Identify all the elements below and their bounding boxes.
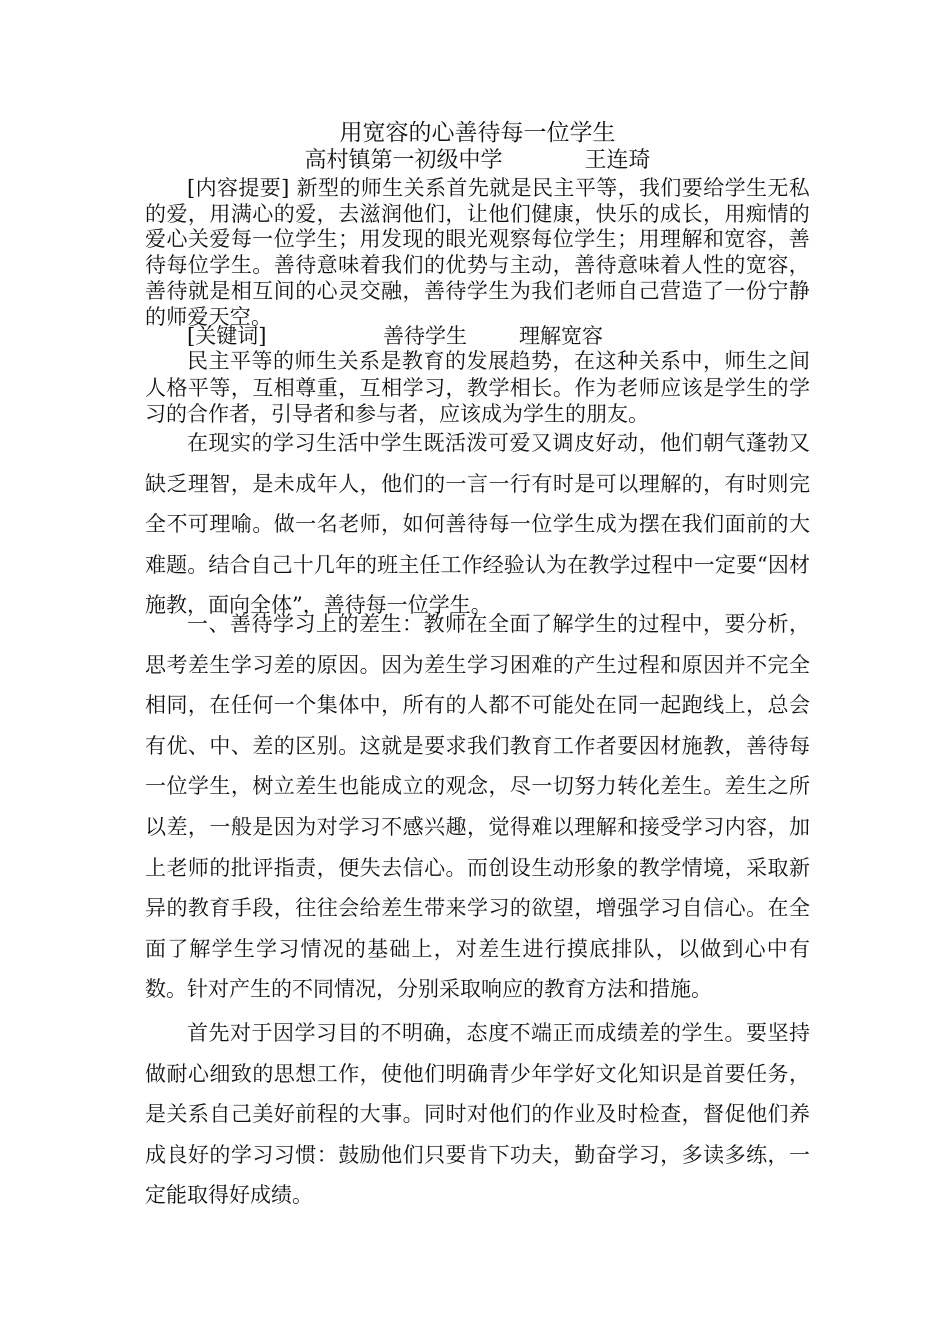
keywords-line: [187, 324, 603, 349]
document-title: 用宽容的心善待每一位学生: [339, 120, 616, 146]
body-paragraph: 一、善待学习上的差生：教师在全面了解学生的过程中，要分析，思考差生学习差的原因。因为差生学习困难的产生过程和原因并不完全相同，在任何一个集体中，所有的人都不可能处在同一起跑线上，总会有优、中、差的区别。这就是要求我们教育工作者要因材施教，善待每一位学生，树立差生也能成立的观念，尽一切努力转化差生。差生之所以差，一般是因为对学习不感兴趣，觉得难以理解和接受学习内容，加上老师的批评指责，便失去信心。而创设生动形象的教学情境，采取新异的教育手段，往往会给差生带来学习的欲望，增强学习自信心。在全面了解学生学习情况的基础上，对差生进行摸底排队，以做到心中有数。针对产生的不同情况，分别采取响应的教育方法和措施。: [145, 612, 810, 1002]
keyword: 善待学生: [383, 324, 467, 348]
school-name: 高村镇第一初级中学: [304, 148, 503, 173]
author-name: 王连琦: [584, 148, 651, 173]
body-paragraph: 首先对于因学习目的不明确，态度不端正而成绩差的学生。要坚持做耐心细致的思想工作，使他们明确青少年学好文化知识是首要任务，是关系自己美好前程的大事。同时对他们的作业及时检查，督促他们养成良好的学习习惯：鼓励他们只要肯下功夫，勤奋学习，多读多练，一定能取得好成绩。: [145, 1021, 810, 1208]
abstract: [内容提要] 新型的师生关系首先就是民主平等，我们要给学生无私的爱，用满心的爱，去滋润他们，让他们健康，快乐的成长，用痴情的爱心关爱每一位学生；用发现的眼光观察每位学生；用理解和宽容，善待每位学生。善待意味着我们的优势与主动，善待意味着人性的宽容，善待就是相互间的心灵交融，善待学生为我们老师自己营造了一份宁静的师爱天空。: [145, 176, 810, 329]
byline: [145, 147, 810, 175]
keywords-label: [关键词]: [187, 324, 267, 348]
body-paragraph: 在现实的学习生活中学生既活泼可爱又调皮好动，他们朝气蓬勃又缺乏理智，是未成年人，他们的一言一行有时是可以理解的，有时则完全不可理喻。做一名老师，如何善待每一位学生成为摆在我们面前的大难题。结合自己十几年的班主任工作经验认为在教学过程中一定要“因材施教，面向全体”，善待每一位学生。: [145, 431, 810, 618]
body-paragraph: 民主平等的师生关系是教育的发展趋势，在这种关系中，师生之间人格平等，互相尊重，互相学习，教学相长。作为老师应该是学生的学习的合作者，引导者和参与者，应该成为学生的朋友。: [145, 349, 810, 427]
keyword: 理解宽容: [519, 324, 603, 348]
